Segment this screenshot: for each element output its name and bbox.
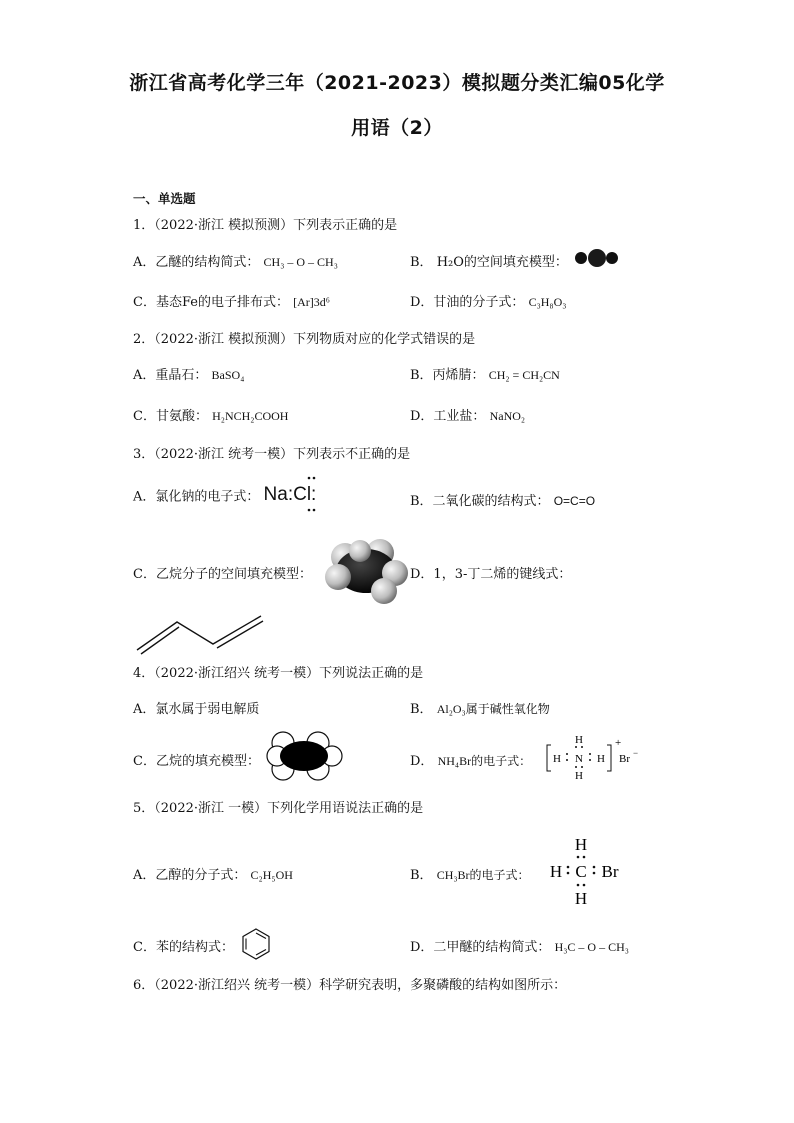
- q1-option-c: [133, 291, 330, 310]
- butadiene-skeletal-formula: [133, 610, 273, 656]
- q5-option-d-label: D．二甲醚的结构简式：: [410, 940, 551, 955]
- q3-option-b: [410, 490, 595, 509]
- q5-option-a: [133, 864, 293, 883]
- ch3br-electron-formula: [548, 834, 628, 910]
- q1-option-a-label: A．乙醚的结构简式：: [133, 255, 260, 270]
- chlorine-lone-pair-dots: [305, 476, 319, 516]
- q5-option-b: [410, 864, 530, 883]
- q2-option-d-formula: NaNO₂: [489, 409, 526, 423]
- q4-stem: 4．（2022·浙江绍兴 统考一模）下列说法正确的是: [133, 666, 424, 681]
- q5-option-b-label: B．: [410, 868, 433, 883]
- q6-stem: 6．（2022·浙江绍兴 统考一模）科学研究表明，多聚磷酸的结构如图所示：: [133, 978, 567, 993]
- q1-option-b: [410, 251, 568, 270]
- q1-option-b-label: B．: [410, 255, 433, 270]
- q2-option-b-formula: CH₂ = CH₂CN: [488, 368, 560, 382]
- q1-option-d-formula: C₃H₈O₃: [528, 295, 567, 309]
- q2-option-c-label: C．甘氨酸：: [133, 409, 208, 424]
- svg-text:+: +: [615, 737, 622, 749]
- q1-option-b-text: H₂O的空间填充模型：: [436, 255, 568, 270]
- svg-text:H: H: [574, 889, 588, 908]
- q2-option-b-label: B．丙烯腈：: [410, 368, 485, 383]
- q5-option-d-formula: H₃C – O – CH₃: [554, 940, 629, 954]
- q4-option-a: [133, 698, 259, 717]
- q1-option-c-label: C．基态Fe的电子排布式：: [133, 295, 289, 310]
- q5-option-c: [133, 936, 234, 955]
- q5-option-a-label: A．乙醇的分子式：: [133, 868, 247, 883]
- svg-text:H: H: [597, 753, 605, 765]
- q2-stem: 2．（2022·浙江 模拟预测）下列物质对应的化学式错误的是: [133, 332, 476, 347]
- section-heading: 一、单选题: [133, 191, 196, 206]
- benzene-structure: [240, 927, 272, 961]
- q4-option-b: [410, 698, 550, 717]
- svg-text:H: H: [553, 753, 561, 765]
- h2o-space-filling-model: [574, 249, 620, 267]
- q4-option-d-label: D．: [410, 754, 434, 769]
- q4-option-b-label: B．: [410, 702, 433, 717]
- q1-option-a: [133, 251, 338, 270]
- svg-text:Br: Br: [601, 862, 619, 881]
- q3-option-a-label: A．氯化钠的电子式：: [133, 489, 260, 505]
- svg-text:N: N: [575, 753, 583, 765]
- document-title-line1: 浙江省高考化学三年（2021-2023）模拟题分类汇编05化学: [129, 72, 665, 94]
- svg-text:H: H: [575, 734, 583, 746]
- q5-option-c-label: C．苯的结构式：: [133, 940, 234, 955]
- q3-option-c-label: C．乙烷分子的空间填充模型：: [133, 567, 312, 582]
- svg-text:C: C: [575, 862, 587, 881]
- q5-option-a-formula: C₂H₅OH: [250, 868, 293, 882]
- q2-option-c-formula: H₂NCH₂COOH: [212, 409, 289, 423]
- q1-option-c-formula: [Ar]3d⁶: [293, 295, 330, 309]
- q3-stem: 3．（2022·浙江 统考一模）下列表示不正确的是: [133, 447, 411, 462]
- q2-option-a-label: A．重晶石：: [133, 368, 208, 383]
- q3-option-a: [133, 484, 316, 506]
- q4-option-d-text: NH₄Br的电子式：: [437, 754, 532, 768]
- q3-option-b-formula: O=C=O: [553, 494, 596, 508]
- ethane-filling-model-2d: [266, 729, 346, 783]
- q5-stem: 5．（2022·浙江 一模）下列化学用语说法正确的是: [133, 801, 424, 816]
- svg-text:Br: Br: [619, 753, 630, 765]
- q4-option-d: [410, 750, 531, 769]
- q3-option-b-label: B．二氧化碳的结构式：: [410, 494, 550, 509]
- q1-stem: 1．（2022·浙江 模拟预测）下列表示正确的是: [133, 218, 398, 233]
- q2-option-d-label: D．工业盐：: [410, 409, 486, 424]
- q1-option-d: [410, 291, 566, 310]
- q2-option-b: [410, 364, 560, 383]
- svg-text:−: −: [633, 748, 639, 758]
- q2-option-a: [133, 364, 244, 383]
- svg-text:H: H: [575, 770, 583, 782]
- q4-option-c: [133, 750, 260, 769]
- q1-option-a-formula: CH₃ – O – CH₃: [263, 255, 338, 269]
- q1-option-d-label: D．甘油的分子式：: [410, 295, 525, 310]
- q3-option-d-label: D．1，3-丁二烯的键线式：: [410, 567, 572, 582]
- q2-option-c: [133, 405, 288, 424]
- document-title-line2: 用语（2）: [351, 117, 443, 139]
- q2-option-a-formula: BaSO₄: [211, 368, 245, 382]
- nh4br-electron-formula: [545, 732, 645, 782]
- q4-option-c-label: C．乙烷的填充模型：: [133, 754, 260, 769]
- ethane-space-filling-model-3d: [320, 533, 412, 605]
- q5-option-d: [410, 936, 629, 955]
- q4-option-a-label: A．氯水属于弱电解质: [133, 702, 260, 717]
- q4-option-b-text: Al₂O₃属于碱性氧化物: [436, 702, 550, 716]
- q2-option-d: [410, 405, 525, 424]
- nacl-electron-dot-formula: Na:Cl:: [263, 484, 317, 505]
- q3-option-c: [133, 563, 312, 582]
- svg-text:H: H: [549, 862, 563, 881]
- q3-option-d: [410, 563, 571, 582]
- q5-option-b-text: CH₃Br的电子式：: [436, 868, 530, 882]
- svg-text:H: H: [574, 835, 588, 854]
